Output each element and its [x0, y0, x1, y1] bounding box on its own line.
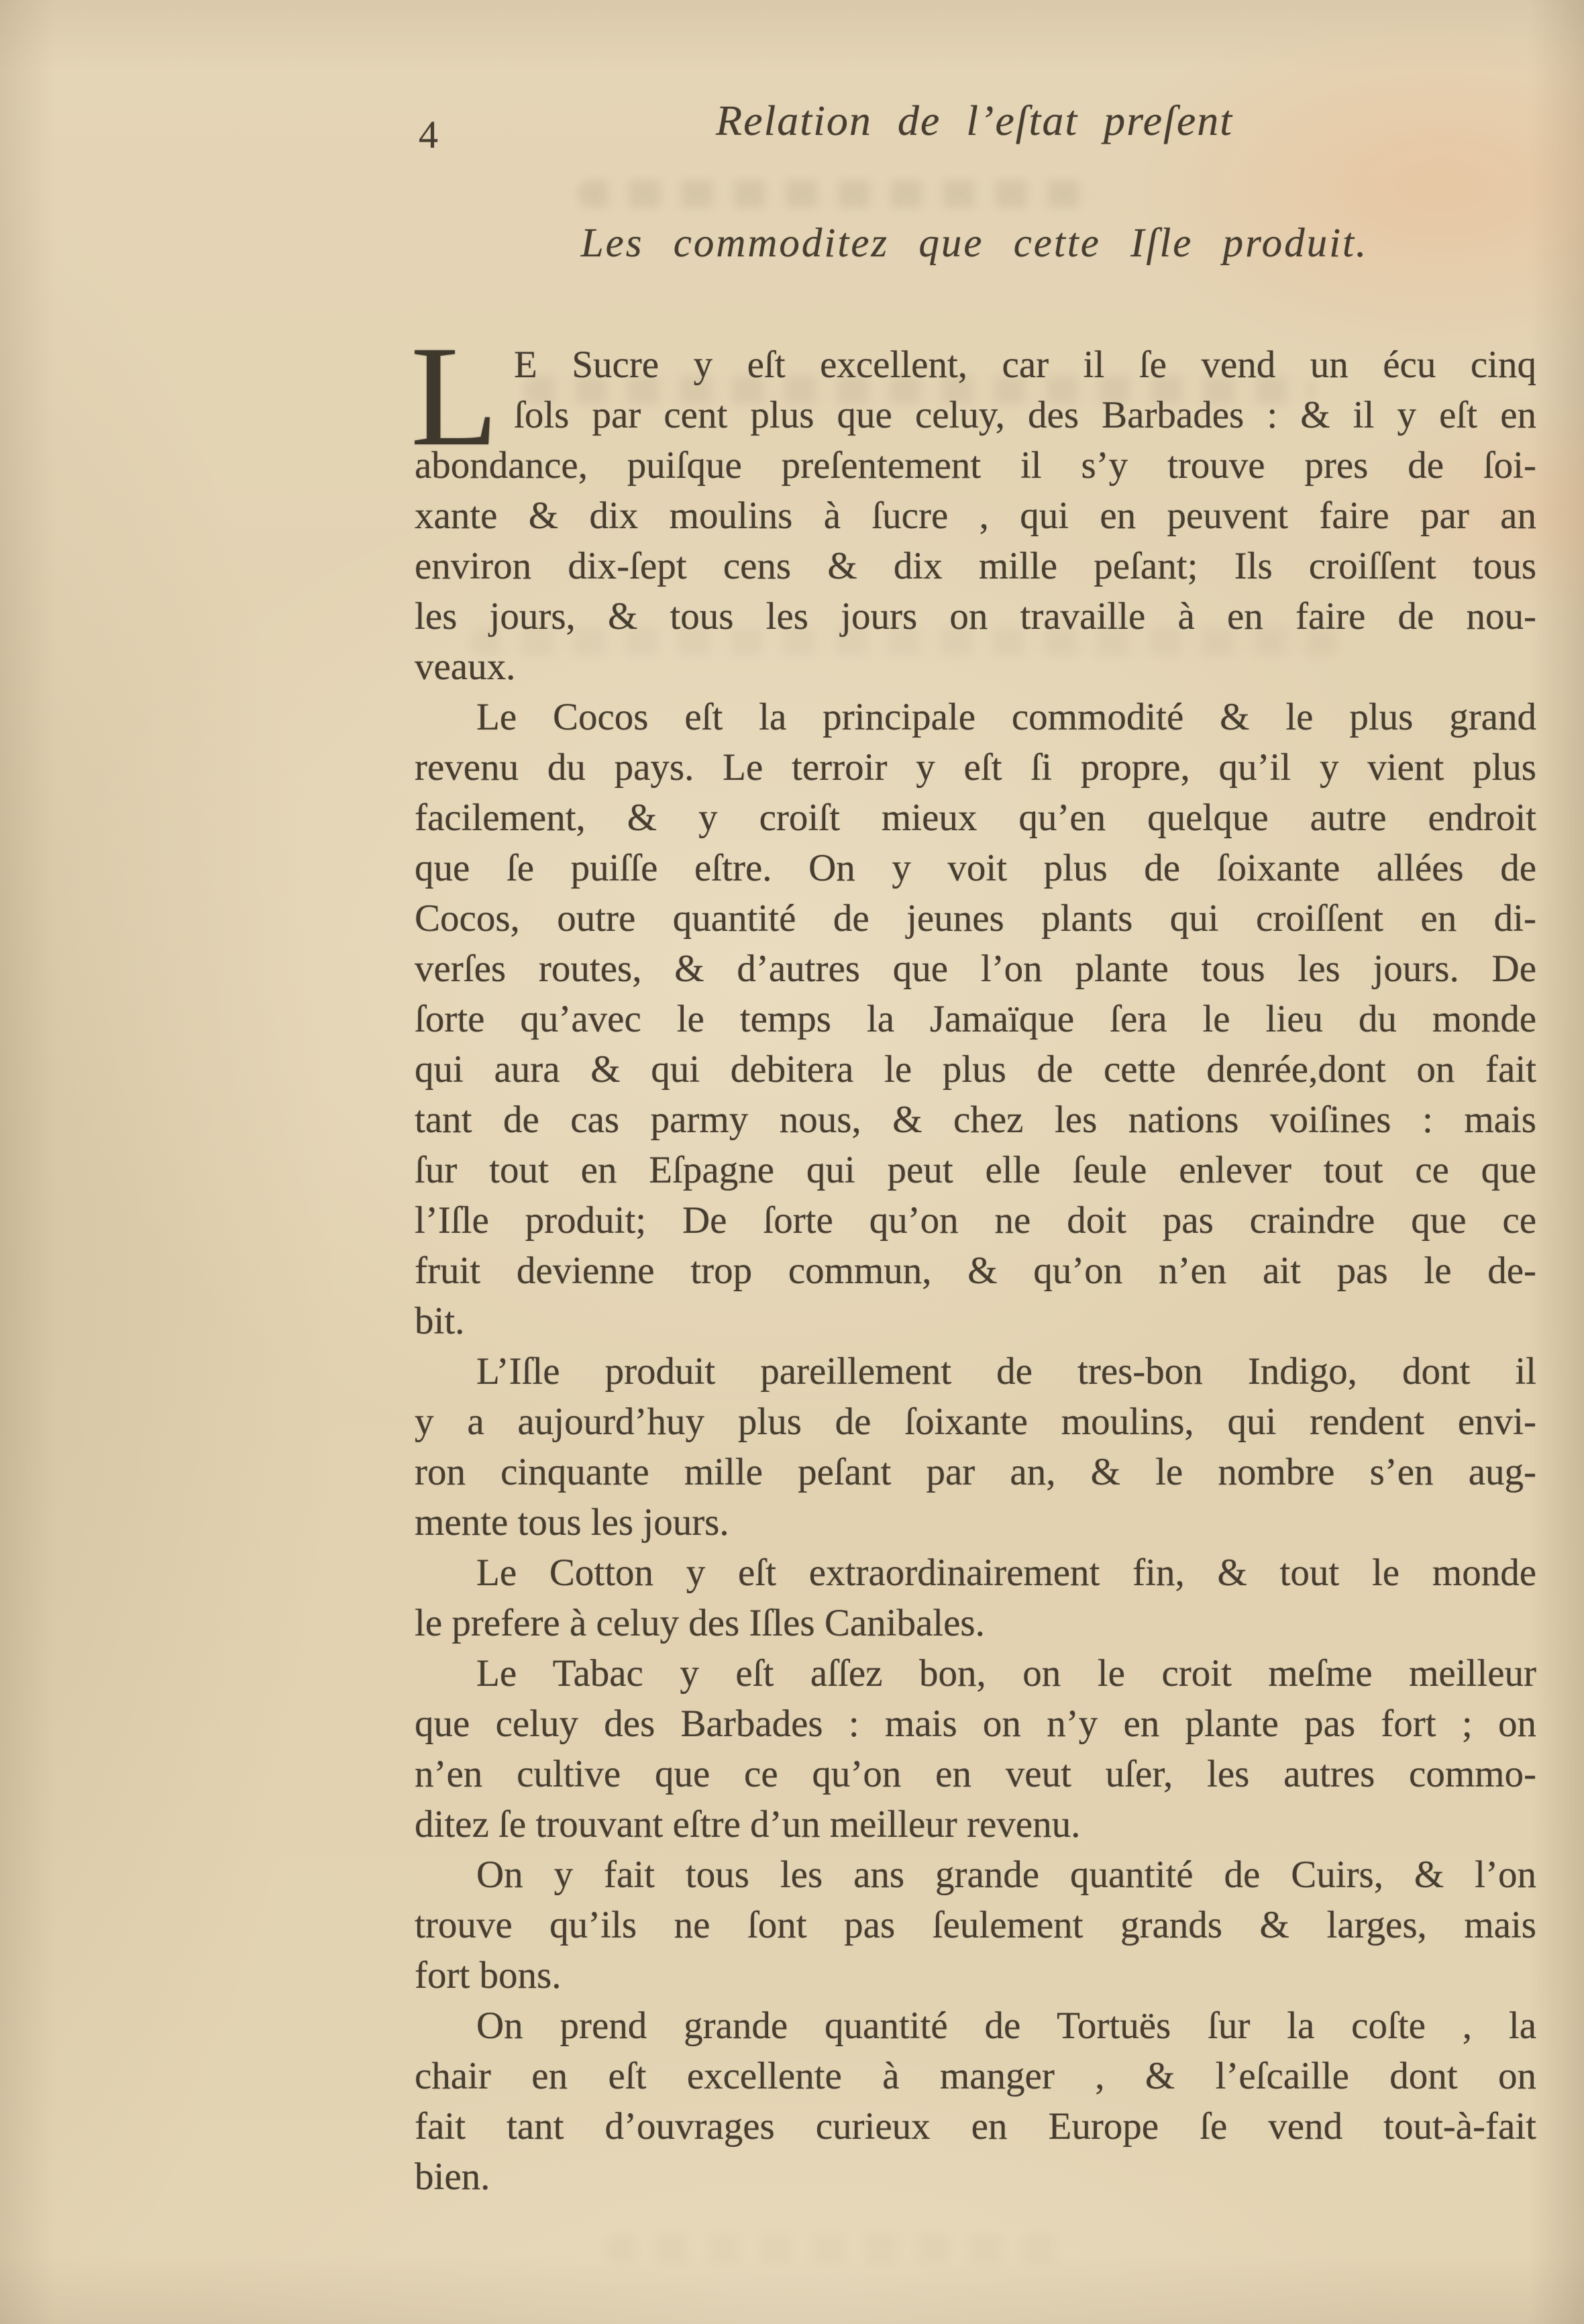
text-line: ſur tout en Eſpagne qui peut elle ſeule enlever tout ce que [415, 1149, 1536, 1191]
text-line: abondance, puiſque preſentement il s’y trouve pres de ſoi- [415, 444, 1536, 487]
text-line: fort bons. [415, 1954, 562, 1997]
text-line: ſols par cent plus que celuy, des Barbades : & il y eſt en [514, 394, 1536, 436]
show-through-smudge [604, 2235, 1073, 2263]
text-line: revenu du pays. Le terroir y eſt ſi propre, qu’il y vient plus [415, 746, 1536, 789]
running-header-title: Relation de l’eſtat preſent [716, 97, 1233, 144]
text-line: fruit devienne trop commun, & qu’on n’en ait pas le de- [415, 1250, 1536, 1292]
text-line: ron cinquante mille peſant par an, & le nombre s’en aug- [415, 1451, 1536, 1493]
text-line: le prefere à celuy des Iſles Canibales. [415, 1602, 985, 1644]
text-line: On y fait tous les ans grande quantité de Cuirs, & l’on [476, 1854, 1536, 1896]
text-line: ditez ſe trouvant eſtre d’un meilleur revenu. [415, 1803, 1081, 1846]
text-line: verſes routes, & d’autres que l’on plante tous les jours. De [415, 948, 1536, 990]
text-line: qui aura & qui debitera le plus de cette denrée,dont on fait [415, 1048, 1536, 1091]
text-line: bien. [415, 2156, 490, 2198]
text-line: E Sucre y eſt excellent, car il ſe vend un écu cinq [514, 344, 1536, 386]
text-line: L’Iſle produit pareillement de tres-bon Indigo, dont il [476, 1350, 1536, 1393]
text-line: Cocos, outre quantité de jeunes plants qui croiſſent en di- [415, 897, 1536, 940]
paragraph [415, 1346, 1536, 1548]
text-line: bit. [415, 1300, 465, 1342]
text-line: veaux. [415, 646, 516, 688]
drop-cap-letter: L [411, 317, 498, 476]
text-line: fait tant d’ouvrages curieux en Europe ſe vend tout-à-fait [415, 2105, 1536, 2148]
text-line: facilement, & y croiſt mieux qu’en quelque autre endroit [415, 797, 1536, 839]
text-line: que celuy des Barbades : mais on n’y en plante pas fort ; on [415, 1703, 1536, 1745]
text-line: l’Iſle produit; De ſorte qu’on ne doit pas craindre que ce [415, 1199, 1536, 1242]
paragraph [415, 2001, 1536, 2202]
text-line: que ſe puiſſe eſtre. On y voit plus de ſoixante allées de [415, 847, 1536, 889]
text-line: y a aujourd’huy plus de ſoixante moulins, qui rendent envi- [415, 1401, 1536, 1443]
paragraph [415, 340, 1536, 692]
text-line: trouve qu’ils ne ſont pas ſeulement grands & larges, mais [415, 1904, 1536, 1946]
section-title: Les commoditez que cette Iſle produit. [580, 221, 1369, 266]
text-line: Le Tabac y eſt aſſez bon, on le croit meſme meilleur [476, 1652, 1536, 1695]
paragraph [415, 1850, 1536, 2001]
text-line: ſorte qu’avec le temps la Jamaïque ſera le lieu du monde [415, 998, 1536, 1040]
body-text [411, 317, 1536, 2202]
text-line: xante & dix moulins à ſucre , qui en peuvent faire par an [415, 495, 1536, 537]
paragraph [415, 1548, 1536, 1648]
text-line: chair en eſt excellente à manger , & l’eſcaille dont on [415, 2055, 1536, 2097]
show-through-smudge [577, 180, 1100, 208]
page-number: 4 [419, 113, 438, 156]
text-line: environ dix-ſept cens & dix mille peſant; Ils croiſſent tous [415, 545, 1536, 587]
text-line: mente tous les jours. [415, 1501, 729, 1544]
text-line: Le Cotton y eſt extraordinairement fin, & tout le monde [476, 1552, 1536, 1594]
paragraph [415, 1648, 1536, 1850]
paragraph [415, 692, 1536, 1346]
text-line: Le Cocos eſt la principale commodité & le plus grand [476, 696, 1536, 738]
text-line: tant de cas parmy nous, & chez les nations voiſines : mais [415, 1099, 1536, 1141]
text-line: On prend grande quantité de Tortuës ſur la coſte , la [476, 2005, 1536, 2047]
text-line: les jours, & tous les jours on travaille à en faire de nou- [415, 595, 1536, 638]
text-line: n’en cultive que ce qu’on en veut uſer, les autres commo- [415, 1753, 1536, 1795]
